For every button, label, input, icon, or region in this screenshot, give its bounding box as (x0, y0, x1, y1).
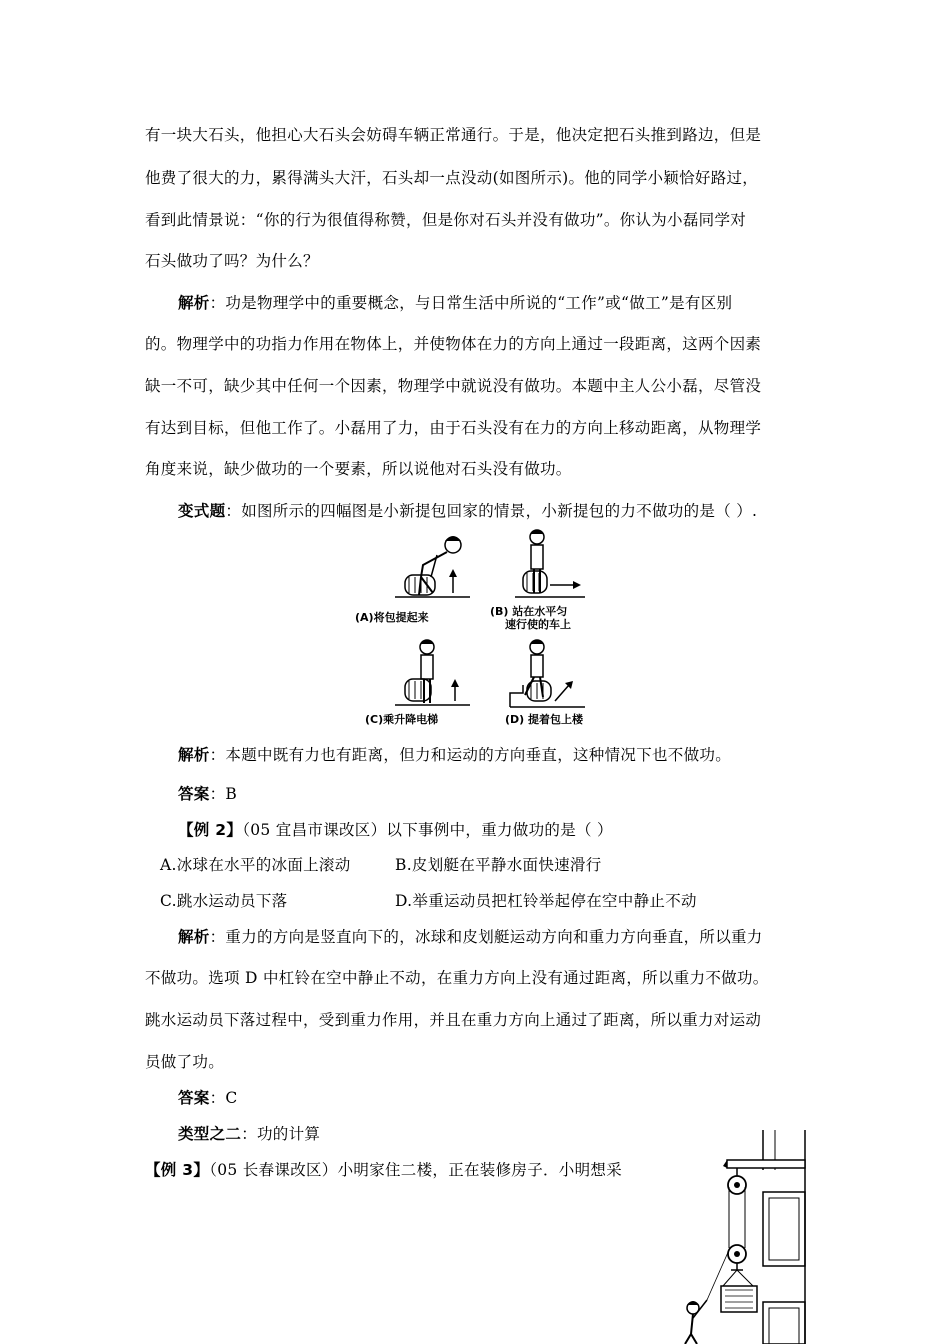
paragraph-line: 看到此情景说：“你的行为很值得称赞，但是你对石头并没有做功”。你认为小磊同学对 (145, 211, 747, 229)
example-2-question: 【例 2】（05 宜昌市课改区）以下事例中，重力做功的是（ ） (178, 821, 613, 839)
caption-c: (C)乘升降电梯 (365, 713, 439, 726)
analysis-line: 角度来说，缺少做功的一个要素，所以说他对石头没有做功。 (145, 460, 572, 478)
example-2-label: 【例 2】 (178, 821, 243, 839)
example-3-label: 【例 3】 (145, 1161, 210, 1179)
section-heading: 类型之二：功的计算 (178, 1125, 321, 1143)
answer-line: 答案：B (178, 785, 238, 803)
scene-c-illustration (375, 635, 485, 720)
scene-b-illustration (495, 525, 605, 610)
analysis-line: 跳水运动员下落过程中，受到重力作用，并且在重力方向上通过了距离，所以重力对运动 (145, 1011, 762, 1029)
scene-a-illustration (375, 525, 485, 610)
analysis-label: 解析 (178, 294, 210, 312)
answer-label: 答案 (178, 1089, 210, 1107)
paragraph-line: 他费了很大的力，累得满头大汗，石头却一点没动(如图所示)。他的同学小颖恰好路过， (145, 169, 759, 187)
answer-label: 答案 (178, 785, 210, 803)
type-label: 类型之二 (178, 1125, 242, 1143)
four-scenes-figure (355, 525, 605, 730)
scene-d-illustration (495, 635, 605, 720)
answer-line: 答案：C (178, 1089, 238, 1107)
analysis-line: 有达到目标，但他工作了。小磊用了力，由于石头没有在力的方向上移动距离，从物理学 (145, 419, 762, 437)
paragraph-line: 石头做功了吗？为什么？ (145, 252, 319, 270)
caption-a: (A)将包提起来 (355, 611, 429, 624)
option-b: B.皮划艇在平静水面快速滑行 (395, 856, 602, 874)
analysis-line: 缺一不可，缺少其中任何一个因素，物理学中就说没有做功。本题中主人公小磊，尽管没 (145, 377, 762, 395)
variant-label: 变式题 (178, 502, 226, 520)
analysis-line: 不做功。选项 D 中杠铃在空中静止不动，在重力方向上没有通过距离，所以重力不做功。 (145, 969, 769, 987)
caption-b-line1: (B) 站在水平匀 (490, 605, 568, 618)
analysis-line: 员做了功。 (145, 1053, 225, 1071)
option-a: A.冰球在水平的冰面上滚动 (160, 856, 351, 874)
caption-d: (D) 提着包上楼 (505, 713, 584, 726)
analysis-line: 解析：重力的方向是竖直向下的，冰球和皮划艇运动方向和重力方向垂直，所以重力 (178, 928, 763, 946)
analysis-line: 解析：本题中既有力也有距离，但力和运动的方向垂直，这种情况下也不做功。 (178, 746, 732, 764)
variant-question: 变式题：如图所示的四幅图是小新提包回家的情景，小新提包的力不做功的是（ ）. (178, 502, 758, 520)
analysis-label: 解析 (178, 746, 210, 764)
option-d: D.举重运动员把杠铃举起停在空中静止不动 (395, 892, 697, 910)
option-c: C.跳水运动员下落 (160, 892, 288, 910)
analysis-line: 解析：功是物理学中的重要概念，与日常生活中所说的“工作”或“做工”是有区别 (178, 294, 733, 312)
paragraph-line: 有一块大石头，他担心大石头会妨碍车辆正常通行。于是，他决定把石头推到路边，但是 (145, 126, 762, 144)
caption-b-line2: 速行使的车上 (505, 618, 571, 631)
analysis-line: 的。物理学中的功指力作用在物体上，并使物体在力的方向上通过一段距离，这两个因素 (145, 335, 762, 353)
analysis-label: 解析 (178, 928, 210, 946)
pulley-illustration (675, 1130, 815, 1344)
example-3-question: 【例 3】（05 长春课改区）小明家住二楼，正在装修房子．小明想采 (145, 1161, 622, 1179)
